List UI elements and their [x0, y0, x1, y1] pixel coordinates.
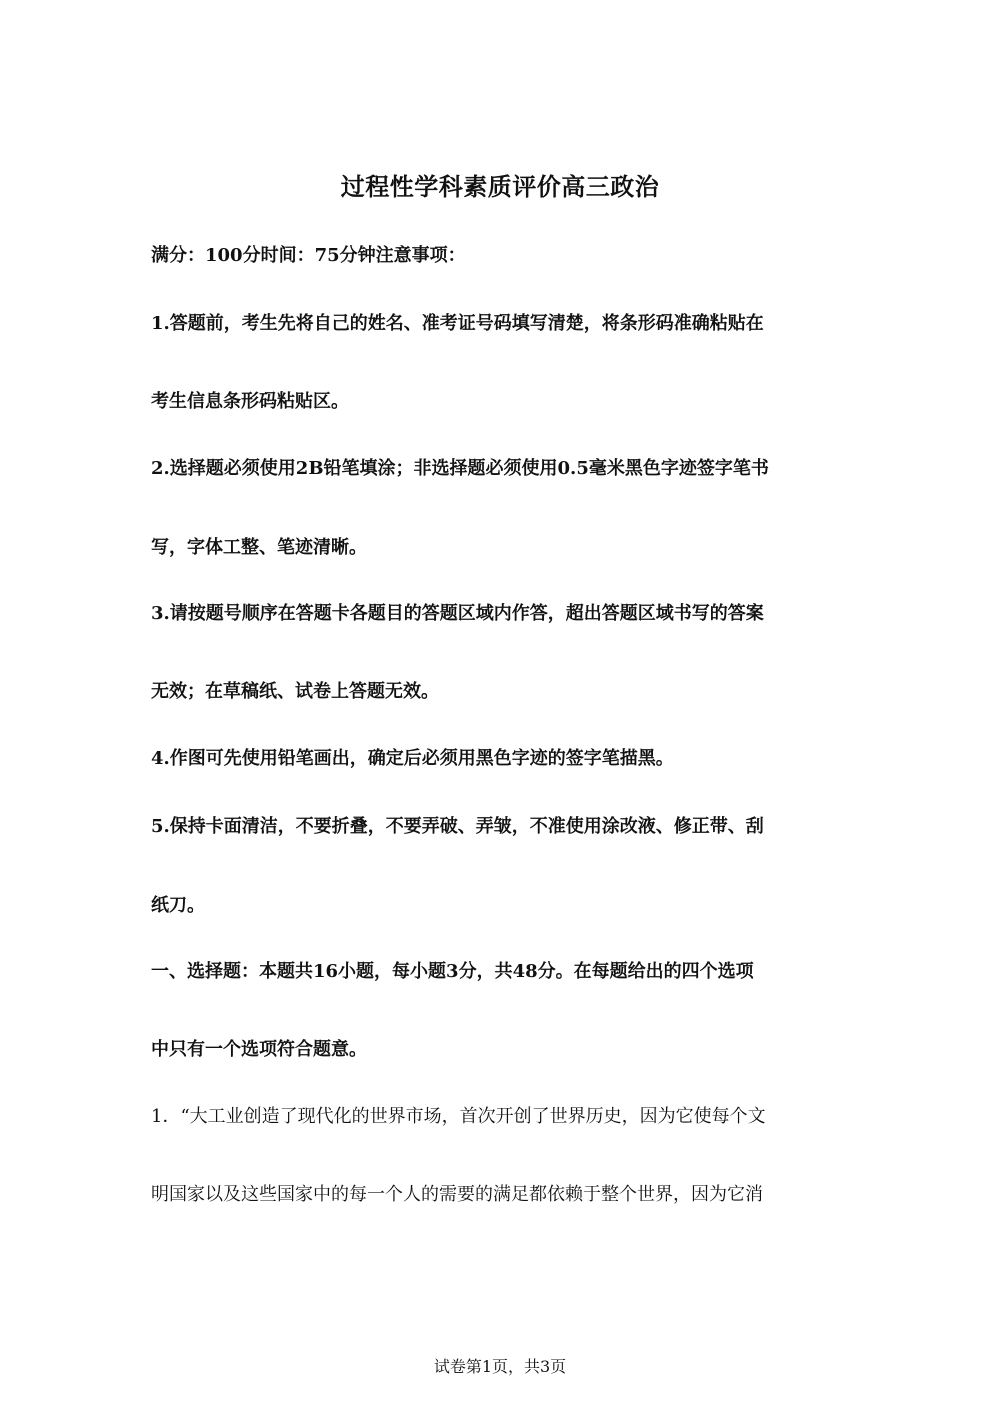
- section-heading-line-2: 中只有一个选项符合题意。: [151, 1039, 367, 1060]
- note-4-line-1: 4.作图可先使用铅笔画出，确定后必须用黑色字迹的签字笔描黑。: [151, 748, 674, 769]
- note-1-line-1: 1.答题前，考生先将自己的姓名、准考证号码填写清楚，将条形码准确粘贴在: [151, 313, 764, 334]
- question-1-line-2: 明国家以及这些国家中的每一个人的需要的满足都依赖于整个世界，因为它消: [151, 1184, 763, 1205]
- note-2-line-2: 写，字体工整、笔迹清晰。: [151, 537, 367, 558]
- exam-header-info: 满分：100分时间：75分钟注意事项：: [151, 245, 466, 266]
- question-1-line-1: 1．“大工业创造了现代化的世界市场，首次开创了世界历史，因为它使每个文: [151, 1106, 766, 1127]
- note-2-line-1: 2.选择题必须使用2B铅笔填涂；非选择题必须使用0.5毫米黑色字迹签字笔书: [151, 458, 769, 479]
- note-5-line-1: 5.保持卡面清洁，不要折叠，不要弄破、弄皱，不准使用涂改液、修正带、刮: [151, 816, 764, 837]
- note-1-line-2: 考生信息条形码粘贴区。: [151, 391, 349, 412]
- note-3-line-2: 无效；在草稿纸、试卷上答题无效。: [151, 681, 439, 702]
- note-5-line-2: 纸刀。: [151, 895, 205, 916]
- document-title: 过程性学科素质评价高三政治: [340, 173, 660, 201]
- section-heading-line-1: 一、选择题：本题共16小题，每小题3分，共48分。在每题给出的四个选项: [151, 961, 754, 982]
- note-3-line-1: 3.请按题号顺序在答题卡各题目的答题区域内作答，超出答题区域书写的答案: [151, 603, 764, 624]
- page-footer: 试卷第1页，共3页: [433, 1357, 567, 1376]
